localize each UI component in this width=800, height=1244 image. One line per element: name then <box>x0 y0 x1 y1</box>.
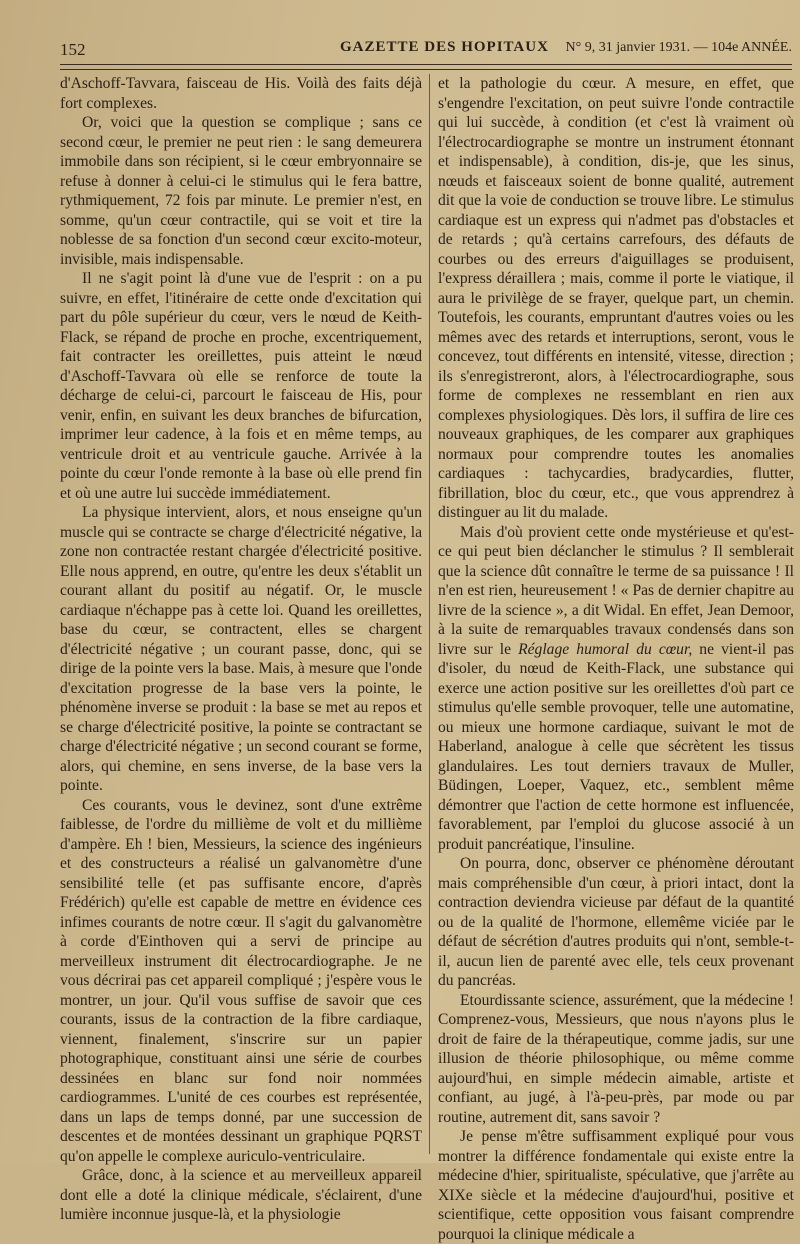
column-divider <box>429 74 430 1154</box>
paragraph: Etourdissante science, assurément, que la médecine ! Comprenez-vous, Messieurs, que nous n'ayons plus le droit de faire de la thérapeutique, comme jadis, sur une illusion de théorie philosophique, ou même comme aujourd'hui, en simple médecin aimable, artiste et confiant, au jugé, à l'à-peu-près, par mode ou par routine, autrement dit, sans savoir ? <box>438 991 794 1126</box>
paragraph-text: ne vient-il pas d'isoler, du nœud de Keith-Flack, une substance qui exerce une action positive sur les oreillettes d'où part ce stimulus qu'elle semble provoquer, telle une automatine, ou mieux une hormone cardiaque, suivant le mot de Haberland, analogue à celle que sécrètent les tissus glandulaires. Les tout derniers travaux de Muller, Büdingen, Loeper, Vaquez, etc., semblent même démontrer que l'action de cette hormone est influencée, favorablement, par l'emploi du glucose associé à un produit pancréatique, l'insuline. <box>438 640 794 853</box>
left-column <box>60 74 422 1223</box>
paragraph: On pourra, donc, observer ce phénomène déroutant mais compréhensible d'un cœur, à priori intact, dont la contraction deviendra vicieuse par défaut de la quantité ou de la qualité de l'hormone, ellemême viciée par le défaut de sécrétion d'autres produits qui n'ont, semble-t-il, aucun lien de parenté avec elle, tels ceux provenant du pancréas. <box>438 855 794 989</box>
book-title: Réglage humoral du cœur, <box>518 640 693 658</box>
issue-info: N° 9, 31 janvier 1931. — 104e ANNÉE. <box>565 40 792 55</box>
paragraph: La physique intervient, alors, et nous enseigne qu'un muscle qui se contracte se charge d'électricité négative, la zone non contractée restant chargée d'électricité positive. Elle nous apprend, en outre, qu'entre les deux s'établit un courant allant du positif au négatif. Or, le muscle cardiaque n'échappe pas à cette loi. Quand les oreillettes, base du cœur, se contractent, elles se chargent d'électricité négative ; un courant passe, donc, qui se dirige de la pointe vers la base. Mais, à mesure que l'onde d'excitation progresse de la base vers la pointe, le phénomène inverse se produit : la base se met au repos et se charge d'électricité positive, la pointe se contractant se charge d'électricité négative ; un second courant se forme, alors, qui chemine, en sens inverse, de la base vers la pointe. <box>60 504 422 794</box>
paragraph: Il ne s'agit point là d'une vue de l'esprit : on a pu suivre, en effet, l'itinéraire de cette onde d'excitation qui part du pôle supérieur du cœur, vers le nœud de Keith-Flack, se répand de proche en proche, excentriquement, fait contracter les oreillettes, puis atteint le nœud d'Aschoff-Tavvara où elle se renforce de toute la décharge de celui-ci, parcourt le faisceau de His, pour venir, enfin, en suivant les deux branches de bifurcation, imprimer leur cadence, à la fois et en même temps, au ventricule droit et au ventricule gauche. Arrivée à la pointe du cœur l'onde remonte à la base où elle prend fin et où une autre lui succède immédiatement. <box>60 270 422 502</box>
paragraph <box>438 523 794 855</box>
paragraph: Je pense m'être suffisamment expliqué pour vous montrer la différence fondamentale qui existe entre la médecine d'hier, spiritualiste, spéculative, que j'arrête au XIXe siècle et la médecine d'aujourd'hui, positive et scientifique, cette opposition vous faisant comprendre pourquoi la clinique médicale a <box>438 1128 794 1243</box>
page-number: 152 <box>60 40 86 59</box>
page-header <box>56 36 792 62</box>
paragraph: d'Aschoff-Tavvara, faisceau de His. Voilà des faits déjà fort complexes. <box>60 75 422 112</box>
paragraph-text: Mais d'où provient cette onde mystérieuse et qu'est-ce qui peut bien déclancher le stimulus ? Il semblerait que la science dût connaître le terme de sa puissance ! Il n'en est rien, heureusement ! « Pas de dernier chapitre au livre de la science », a dit Widal. En effet, Jean Demoor, à la suite de remarquables travaux condensés dans son livre sur le <box>438 523 794 658</box>
journal-title: GAZETTE DES HOPITAUX <box>340 39 549 55</box>
paragraph: Grâce, donc, à la science et au merveilleux appareil dont elle a doté la clinique médicale, s'éclairent, d'une lumière inconnue jusque-là, et la physiologie <box>60 1167 422 1223</box>
paragraph: Or, voici que la question se complique ; sans ce second cœur, le premier ne peut rien : le sang demeurera immobile dans son récipient, si le cœur embryonnaire se refuse à donner à celui-ci le stimulus qui le fera battre, rythmiquement, 72 fois par minute. Le premier n'est, en somme, qu'un cœur contractile, qui se voit et tire la noblesse de sa fonction d'un second cœur excito-moteur, invisible, mais indispensable. <box>60 114 422 268</box>
paragraph: et la pathologie du cœur. A mesure, en effet, que s'engendre l'excitation, on peut suivre l'onde contractile qui lui succède, à condition (et c'est là vraiment où l'électrocardiographe se montre un instrument étonnant et indispensable), à condition, dis-je, que les sinus, nœuds et faisceaux soient de bonne qualité, autrement dit que la voie de conduction se trouve libre. Le stimulus cardiaque est un express qui n'admet pas d'obstacles et de retards ; qu'à certains carrefours, des défauts de courbes ou des erreurs d'aiguillages se produisent, l'express déraillera ; mais, comme il porte le viatique, il aura le privilège de se frayer, quelque part, un chemin. Toutefois, les courants, empruntant d'autres voies ou les mêmes avec des retards et interruptions, seront, vous le concevez, tout différents en intensité, vitesse, direction ; ils s'enregistreront, alors, à l'électrocardiographe, sous forme de complexes ne ressemblant en rien aux complexes physiologiques. Dès lors, il suffira de lire ces nouveaux graphiques, de les comparer aux graphiques normaux pour comprendre toutes les anomalies cardiaques : tachycardies, bradycardies, flutter, fibrillation, bloc du cœur, etc., que vous apprendrez à distinguer au lit du malade. <box>438 75 794 521</box>
paragraph: Ces courants, vous le devinez, sont d'une extrême faiblesse, de l'ordre du millième de volt et du millième d'ampère. Eh ! bien, Messieurs, la science des ingénieurs et des constructeurs a réalisé un galvanomètre d'une sensibilité telle (et pas suffisante encore, d'après Frédérich) qu'elle est capable de mettre en évidence ces infimes courants de notre cœur. Il s'agit du galvanomètre à corde d'Einthoven qui a servi de principe au merveilleux instrument dit électrocardiographe. Je ne vous décrirai pas cet appareil compliqué ; j'espère vous le montrer, un jour. Qu'il vous suffise de savoir que ces courants, issus de la contraction de la fibre cardiaque, viennent, finalement, s'inscrire sur un papier photographique, constituant ainsi une série de courbes dessinées en blanc sur fond noir nommées cardiogrammes. L'unité de ces courbes est représentée, dans un laps de temps donné, par une succession de descentes et de montées dessinant un graphique PQRST qu'on appelle le complexe auriculo-ventriculaire. <box>60 796 422 1165</box>
right-column <box>438 74 794 1243</box>
header-rule <box>60 64 792 70</box>
